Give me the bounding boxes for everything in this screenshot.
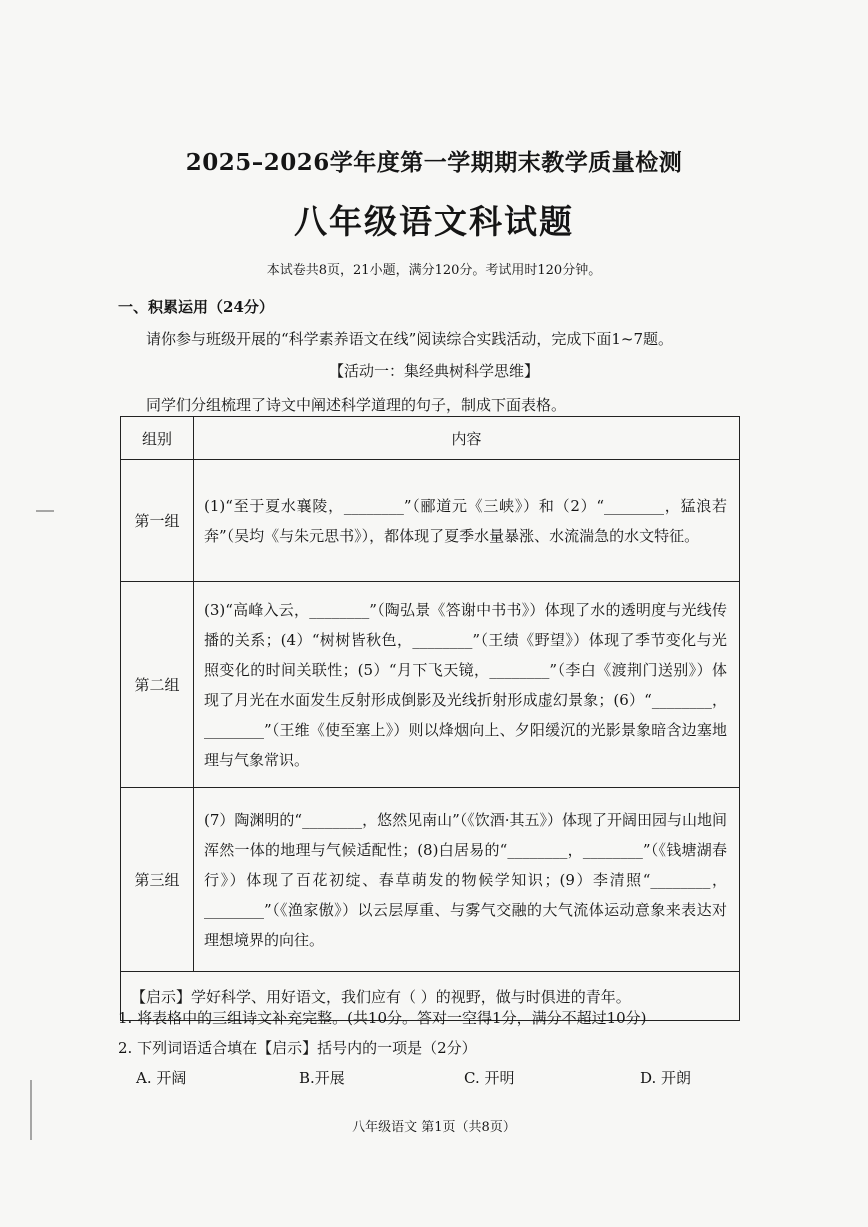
scan-speck xyxy=(30,1080,32,1140)
table-row xyxy=(121,582,740,788)
group-label: 第二组 xyxy=(121,582,194,788)
activity-heading: 【活动一：集经典树科学思维】 xyxy=(328,362,539,380)
column-header-content: 内容 xyxy=(194,417,740,460)
section-heading: 一、积累运用（24分） xyxy=(118,298,274,316)
tip-text: 【启示】学好科学、用好语文，我们应有（ ）的视野，做与时俱进的青年。 xyxy=(121,972,740,1021)
group-label: 第一组 xyxy=(121,460,194,582)
poetry-table xyxy=(120,416,740,1021)
group-content: (3)“高峰入云，________”（陶弘景《答谢中书书》）体现了水的透明度与光线传播的关系；(4）“树树皆秋色，________”（王绩《野望》）体现了季节变化与光照变化的时间关联性；(5）“月下飞天镜，________”（李白《渡荆门送别》）体现了月光在水面发生反射形成倒影及光线折射形成虚幻景象；(6）“________，________”（王维《使至塞上》）则以烽烟向上、夕阳缓沉的光影景象暗含边塞地理与气象常识。 xyxy=(194,582,740,788)
subject-title: 八年级语文科试题 xyxy=(294,202,574,241)
question-1: 1. 将表格中的三组诗文补充完整。(共10分。答对一空得1分，满分不超过10分) xyxy=(118,1009,647,1027)
column-header-group: 组别 xyxy=(121,417,194,460)
page-footer: 八年级语文 第1页（共8页） xyxy=(352,1120,516,1135)
group-content: (1)“至于夏水襄陵，________”（郦道元《三峡》）和（2）“________，猛浪若奔”（吴均《与朱元思书》），都体现了夏季水量暴涨、水流湍急的水文特征。 xyxy=(194,460,740,582)
option-d: D. 开朗 xyxy=(640,1069,692,1087)
exam-meta: 本试卷共8页，21小题，满分120分。考试用时120分钟。 xyxy=(266,263,602,278)
section-intro: 请你参与班级开展的“科学素养语文在线”阅读综合实践活动，完成下面1~7题。 xyxy=(146,330,673,348)
table-row xyxy=(121,460,740,582)
question-2: 2. 下列词语适合填在【启示】括号内的一项是（2分） xyxy=(118,1039,477,1057)
group-content: (7）陶渊明的“________，悠然见南山”（《饮酒·其五》）体现了开阔田园与山地间浑然一体的地理与气候适配性；(8)白居易的“________，________”（《钱塘湖春行》）体现了百花初绽、春草萌发的物候学知识；(9）李清照“________，________”（《渔家傲》）以云层厚重、与雾气交融的大气流体运动意象来表达对理想境界的向往。 xyxy=(194,788,740,972)
table-header-row xyxy=(121,417,740,460)
exam-title: 2025–2026学年度第一学期期末教学质量检测 xyxy=(185,149,683,176)
group-label: 第三组 xyxy=(121,788,194,972)
option-b: B.开展 xyxy=(299,1069,345,1087)
scan-speck xyxy=(36,510,54,512)
table-intro: 同学们分组梳理了诗文中阐述科学道理的句子，制成下面表格。 xyxy=(146,396,567,414)
option-c: C. 开明 xyxy=(464,1069,515,1087)
option-a: A. 开阔 xyxy=(136,1069,187,1087)
table-row xyxy=(121,788,740,972)
